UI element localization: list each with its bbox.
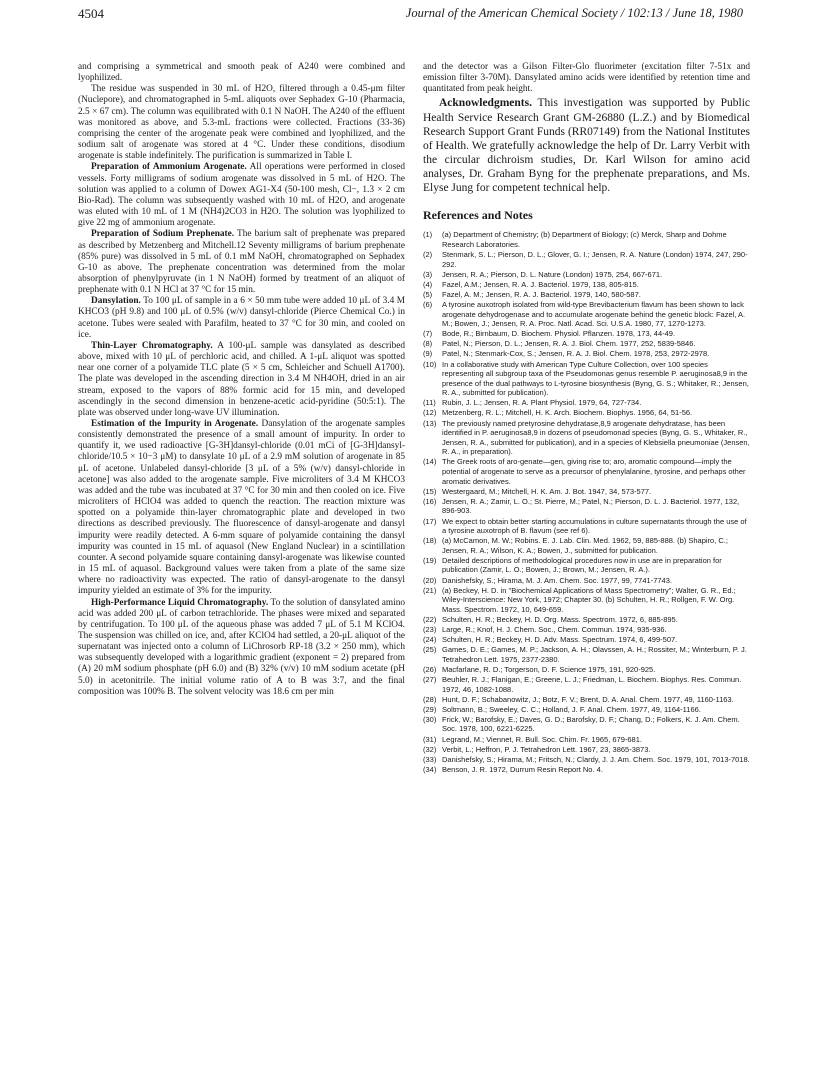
reference-number: (15) (423, 486, 437, 496)
reference-text: Stenmark, S. L.; Pierson, D. L.; Glover, G. I.; Jensen, R. A. Nature (London) 1974, 247, 290-292. (442, 249, 748, 269)
references-heading: References and Notes (423, 208, 533, 223)
reference-text: Large, R.; Knof, H. J. Chem. Soc., Chem. Commun. 1974, 935-936. (442, 625, 667, 635)
reference-item (423, 576, 750, 586)
reference-number: (8) (423, 339, 433, 349)
reference-number: (11) (423, 398, 436, 408)
reference-number: (17) (423, 516, 437, 526)
reference-item (423, 360, 750, 398)
reference-item (423, 329, 750, 339)
reference-item (423, 615, 750, 625)
run-in-heading: Preparation of Ammonium Arogenate. (91, 162, 247, 173)
paragraph: High-Performance Liquid Chromatography. To the solution of dansylated amino acid was added 200 μL of carbon tetrachloride. The phases were mixed and separated by centrifugation. To 100 μL of the aqueous phase was added 7 μL of 5.1 M KClO4. The suspension was chilled on ice, and, after KClO4 had settled, a 20-μL aliquot of the supernatant was injected onto a column of LiChrosorb RP-18 (3.2 × 250 mm), which was subsequently developed with a logarithmic gradient (exponent = 2) prepared from (A) 20 mM sodium phosphate (pH 6.0) and (B) 32% (v/v) 10 mM sodium acetate (pH 5.0) in acetonitrile. The initial volume ratio of A to B was 3:7, and the final composition was 100% B. The solvent velocity was 18.6 cm per min (78, 597, 405, 697)
reference-item (423, 745, 750, 755)
reference-text: (a) Department of Chemistry; (b) Department of Biology; (c) Merck, Sharp and Dohme Research Laboratories. (442, 230, 727, 249)
left-column (78, 62, 405, 698)
reference-number: (27) (423, 675, 437, 684)
reference-item (423, 665, 750, 675)
reference-item (423, 497, 750, 516)
reference-text: Verbit, L.; Heffron, P. J. Tetrahedron Lett. 1967, 23, 3865-3873. (442, 744, 651, 754)
reference-number: (21) (423, 585, 437, 595)
reference-item (423, 635, 750, 645)
reference-text: Beuhler, R. J.; Flanigan, E.; Greene, L. J.; Friedman, L. Biochem. Biophys. Res. Commun. 1972, 46, 1082-1088. (442, 675, 742, 694)
reference-item (423, 457, 750, 486)
reference-text: Schulten, H. R.; Beckey, H. D. Adv. Mass. Spectrum. 1974, 6, 499-507. (442, 635, 678, 645)
reference-item (423, 735, 750, 745)
reference-text: Fazel, A.M.; Jensen, R. A. J. Bacteriol. 1979, 138, 805-815. (442, 279, 639, 289)
journal-citation: Journal of the American Chemical Society / 102:13 / June 18, 1980 (405, 6, 743, 20)
reference-text: Westergaard, M.; Mitchell, H. K. Am. J. Bot. 1947, 34, 573-577. (442, 486, 652, 496)
reference-text: In a collaborative study with American Type Culture Collection, over 100 species representing all subgroup taxa of the Pseudomonas genus resemble P. aeruginosa8,9 in the presence of the dual pathways to L-tyrosine biosynthesis (Byng, G. S.; Whitaker, R.; Jensen, R. A., submitted for publication). (442, 359, 749, 398)
reference-number: (12) (423, 408, 437, 418)
run-in-heading: Estimation of the Impurity in Arogenate. (91, 419, 259, 429)
reference-number: (25) (423, 645, 437, 655)
reference-text: (a) McCamon, M. W.; Robins. E. J. Lab. Clin. Med. 1962, 59, 885-888. (b) Shapiro, C.; Jensen, R. A.; Wilson, K. A.; Bowen, J., submitted for publication. (442, 536, 728, 555)
reference-text: Benson, J. R. 1972, Durrum Resin Report No. 4. (442, 764, 603, 774)
reference-item (423, 408, 750, 418)
reference-text: Detailed descriptions of methodological procedures now in use are in preparation for publication (Zamir, L. O.; Bowen, J.; Brown, M.; Jensen, R. A.). (442, 555, 722, 575)
reference-item (423, 705, 750, 715)
reference-item (423, 349, 750, 359)
reference-text: Legrand, M.; Viennet, R. Bull. Soc. Chim. Fr. 1965, 679-681. (442, 734, 642, 744)
page-number: 4504 (78, 6, 104, 21)
reference-text: Soltmann, B.; Sweeley, C. C.; Holland, J. F. Anal. Chem. 1977, 49, 1164-1166. (442, 704, 701, 714)
reference-text: Patel, N.; Stenmark-Cox, S.; Jensen, R. A. J. Biol. Chem. 1978, 253, 2972-2978. (442, 349, 710, 359)
reference-item (423, 675, 750, 694)
reference-text: Macfarlane, R. D.; Torgerson, D. F. Science 1975, 191, 920-925. (442, 664, 656, 674)
reference-number: (34) (423, 764, 437, 774)
acknowledgments-heading: Acknowledgments. (439, 97, 532, 110)
reference-number: (4) (423, 279, 433, 289)
reference-text: The previously named pretyrosine dehydratase,8,9 arogenate dehydratase, has been identified in P. aeruginosa8,9 in dozens of pseudomonad species (Byng, G. S., Whitaker, R., Jensen, R. A., submitted for publication), and in a species of Klebsiella pneumoniae (Jensen, R. A., in preparation). (442, 418, 750, 457)
reference-item (423, 230, 750, 249)
run-in-heading: Preparation of Sodium Prephenate. (91, 229, 235, 240)
reference-number: (22) (423, 614, 437, 624)
reference-item (423, 280, 750, 290)
reference-text: Schulten, H. R.; Beckey, H. D. Org. Mass. Spectrom. 1972, 6, 885-895. (442, 614, 678, 624)
reference-number: (26) (423, 664, 437, 674)
run-in-heading: Dansylation. (91, 296, 141, 307)
reference-text: Frick, W.; Barofsky, E.; Daves, G. D.; Barofsky, D. F.; Chang, D.; Folkers, K. J. Am. Chem. Soc. 1978, 100, 6221-6225. (442, 714, 740, 734)
paragraph: Estimation of the Impurity in Arogenate. Dansylation of the arogenate samples consistently demonstrated the presence of a small amount of impurity. In order to quantify it, we used radioactive [G-3H]dansyl-chloride (0.01 mCi of [G-3H]dansyl-chloride/10.5 × 10−3 μM) to dansylate 10 μL of a 2.9 mM solution of arogenate in 85 μL of acetone. Unlabeled dansyl-chloride [3 μL of a 5% (w/v) dansyl-chloride in acetone] was also added to the arogenate sample. Five microliters of 3.4 M KHCO3 was added and the tube was incubated at 37 °C for 30 min and then cooled on ice. Five microliters of HClO4 was added to quench the reaction. The reaction mixture was spotted on a polyamide thin-layer chromatographic plate and developed in two directions as described previously. The fluorescence of dansyl-arogenate and dansyl impurity were readily detected. A 6-mm square of polyamide containing the dansyl impurity was counted in 15 mL of aquasol (New England Nuclear) in a scintillation counter. A second polyamide square containing dansyl-arogenate was likewise counted in 15 mL of aquasol. Background values were taken from a plate of the same size where no radioactivity was expected. The ratio of dansyl-arogenate to the dansyl impurity yielded an estimate of 3% for the impurity. (78, 419, 405, 597)
reference-item (423, 300, 750, 329)
reference-text: Fazel, A. M.; Jensen, R. A. J. Bacteriol. 1979, 140, 580-587. (442, 289, 641, 299)
reference-number: (6) (423, 299, 433, 309)
reference-number: (23) (423, 625, 437, 635)
reference-item (423, 487, 750, 497)
reference-item (423, 339, 750, 349)
reference-item (423, 695, 750, 705)
reference-item (423, 645, 750, 664)
paragraph: Preparation of Ammonium Arogenate. All operations were performed in closed vessels. Forty milligrams of sodium arogenate was dissolved in 5 mL of H2O. The solution was applied to a column of Dowex AG1-X4 (50-100 mesh, Cl−, 1.3 × 2 cm Bio-Rad). The column was subsequently washed with 10 mL of H2O, and arogenate was eluted with 10 mL of 1 M (NH4)2CO3 in H2O. The solution was lyophilized to give 22 mg of ammonium arogenate. (78, 162, 405, 229)
paragraph: Dansylation. To 100 μL of sample in a 6 × 50 mm tube were added 10 μL of 3.4 M KHCO3 (pH 9.8) and 100 μL of 0.5% (w/v) dansyl-chloride (Pierce Chemical Co.) in acetone. Tubes were sealed with Parafilm, heated to 37 °C for 30 min, and cooled on ice. (78, 296, 406, 340)
reference-number: (24) (423, 635, 437, 645)
run-in-heading: Thin-Layer Chromatography. (91, 340, 213, 351)
page-header (78, 6, 743, 28)
reference-item (423, 398, 750, 408)
reference-text: The Greek roots of aro-genate—gen, giving rise to; aro, aromatic compound—imply the potential of arogenate to serve as a precursor of phenylalanine, tyrosine, and perhaps other aromatic derivatives. (442, 457, 746, 486)
reference-number: (18) (423, 536, 437, 546)
reference-item (423, 290, 750, 300)
paragraph: The residue was suspended in 30 mL of H2O, filtered through a 0.45-μm filter (Nuclepore), and chromatographed in 5-mL aliquots over Sephadex G-10 (Pharmacia, 2.5 × 67 cm). The column was equilibrated with 0.1 N NaOH. The A240 of the effluent was monitored as above, and 5.3-mL fractions were collected. Fractions (33-36) comprising the center of the arogenate peak were combined and lyophilized, and the sodium salt of arogenate was stored at 4 °C. Under these conditions, disodium arogenate is stable indefinitely. The purification is summarized in Table I. (78, 84, 405, 162)
references-list (423, 230, 750, 774)
reference-number: (32) (423, 744, 437, 754)
reference-text: Jensen, R. A.; Pierson, D. L. Nature (London) 1975, 254, 667-671. (442, 269, 663, 279)
reference-number: (1) (423, 230, 433, 240)
reference-number: (7) (423, 329, 433, 339)
reference-number: (31) (423, 734, 437, 744)
reference-text: Bode, R.; Birnbaum, D. Biochem. Physiol. Pflanzen. 1978, 173, 44-49. (442, 329, 676, 339)
paragraph: Thin-Layer Chromatography. A 100-μL sample was dansylated as described above, mixed with 10 μL of perchloric acid, and chilled. A 1-μL aliquot was spotted near one corner of a polyamide TLC plate (5 × 5 cm, Schleicher and Schuell A1700). The plate was developed in the ascending direction in 3.4 M NH4OH, dried in an air stream, exposed to the vapors of 88% formic acid for 15 min, and developed ascendingly in the second dimension in benzene-acetic acid-pyridine (50:5:1). The plate was observed under long-wave UV illumination. (78, 340, 406, 418)
reference-number: (9) (423, 349, 433, 359)
reference-number: (16) (423, 496, 437, 506)
reference-number: (19) (423, 555, 437, 565)
reference-text: Patel, N.; Pierson, D. L.; Jensen, R. A. J. Biol. Chem. 1977, 252, 5839-5846. (442, 339, 696, 349)
reference-number: (30) (423, 714, 437, 724)
reference-number: (14) (423, 457, 437, 467)
reference-number: (28) (423, 694, 437, 704)
reference-number: (29) (423, 704, 437, 714)
reference-number: (2) (423, 249, 433, 259)
reference-text: Games, D. E.; Games, M. P.; Jackson, A. H.; Olavssen, A. H.; Rossiter, M.; Winterburn, P. J. Tetrahedron Lett. 1975, 2377-2380. (442, 645, 747, 664)
reference-item (423, 755, 750, 765)
reference-number: (20) (423, 575, 437, 585)
reference-number: (10) (423, 359, 437, 369)
paragraph: and comprising a symmetrical and smooth peak of A240 were combined and lyophilized. (78, 62, 405, 84)
reference-text: We expect to obtain better starting accumulations in culture supernatants through the use of a tyrosine auxotroph of B. flavum (see ref 6). (442, 516, 747, 536)
acknowledgments: Acknowledgments. This investigation was supported by Public Health Service Research Grant GM-26880 (L.Z.) and by Biomedical Research Support Grant Funds (RR07149) from the National Institutes of Health. We gratefully acknowledge the help of Dr. Larry Verbit with the circular dichroism studies, Dr. Karl Wilson for amino acid analyses, Dr. Graham Byng for the prephenate preparations, and Ms. Elyse Jung for competent technical help. (423, 97, 751, 195)
reference-item (423, 586, 750, 615)
reference-text: Hunt, D. F.; Schabanowitz, J.; Botz, F. V.; Brent, D. A. Anal. Chem. 1977, 49, 1160-1163. (442, 694, 734, 704)
reference-item (423, 250, 750, 269)
reference-item (423, 270, 750, 280)
reference-item (423, 765, 750, 775)
paragraph: Preparation of Sodium Prephenate. The barium salt of prephenate was prepared as described by Metzenberg and Mitchell.12 Seventy milligrams of barium prephenate (85% pure) was dissolved in 5 mL of 0.1 mM NaOH, chromatographed on Sephadex G-10 as above. The prephenate concentration was determined from the molar absorption of phenylpyruvate (in 1 N NaOH) formed by treatment of an aliquot of prephenate with 0.1 N HCl at 37 °C for 15 min. (78, 229, 406, 296)
reference-number: (5) (423, 289, 433, 299)
reference-item (423, 419, 750, 457)
reference-number: (33) (423, 754, 437, 764)
reference-item (423, 536, 750, 555)
reference-text: Danishefsky, S.; Hirama, M.; Fritsch, N.; Clardy, J. J. Am. Chem. Soc. 1979, 101, 7013-7018. (442, 754, 750, 764)
reference-item (423, 715, 750, 734)
reference-text: Jensen, R. A.; Zamir, L. O.; St. Pierre, M.; Patel, N.; Pierson, D. L. J. Bacteriol. 1977, 132, 896-903. (442, 496, 740, 516)
reference-text: Metzenberg, R. L.; Mitchell, H. K. Arch. Biochem. Biophys. 1956, 64, 51-56. (442, 408, 693, 418)
reference-number: (3) (423, 269, 433, 279)
reference-item (423, 625, 750, 635)
right-column (423, 62, 750, 775)
reference-text: Danishefsky, S.; Hirama, M. J. Am. Chem. Soc. 1977, 99, 7741-7743. (442, 575, 672, 585)
reference-text: A tyrosine auxotroph isolated from wild-type Brevibacterium flavum has been shown to lack arogenate dehydrogenase and to accumulate arogenate behind the genetic block: Fazel, A. M.; Bowen, J.; Jensen, R. A. Proc. Natl. Acad. Sci. U.S.A. 1980, 77, 1270-1273. (442, 299, 746, 329)
paragraph: and the detector was a Gilson Filter-Glo fluorimeter (excitation filter 7-51x and emission filter 3-70M). Dansylated amino acids were identified by retention time and quantitated from peak height. (423, 62, 750, 95)
reference-text: Rubin, J. L.; Jensen, R. A. Plant Physiol. 1979, 64, 727-734. (442, 398, 642, 408)
reference-item (423, 556, 750, 575)
run-in-heading: High-Performance Liquid Chromatography. (91, 597, 269, 608)
reference-text: (a) Beckey, H. D. in "Biochemical Applications of Mass Spectrometry"; Walter, G. R., Ed.; Wiley-Interscience: New York, 1972; Chapter 30. (b) Schulten, H. R.; Rollgen, F. W. Org. Mass. Spectrom. 1972, 10, 649-659. (442, 585, 736, 614)
reference-item (423, 517, 750, 536)
reference-number: (13) (423, 418, 437, 428)
